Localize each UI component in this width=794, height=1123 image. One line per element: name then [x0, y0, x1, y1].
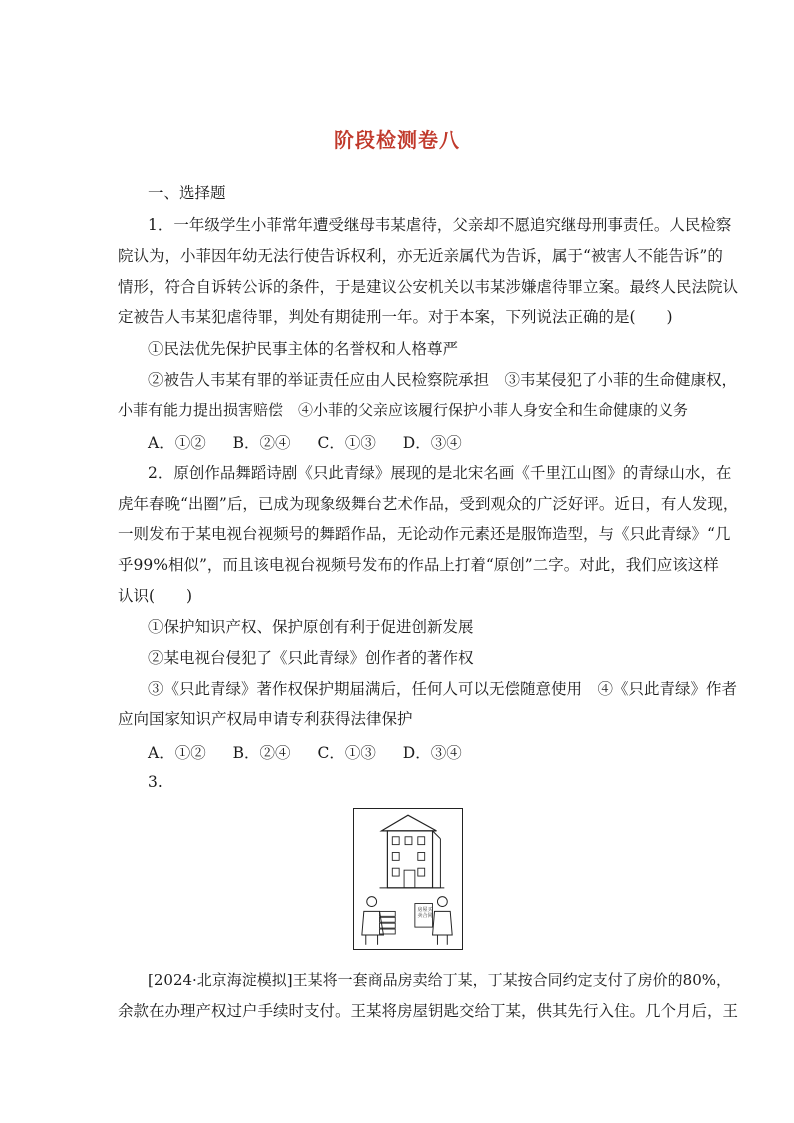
- q2-option-c[interactable]: C．①③: [317, 744, 376, 762]
- q2-stem-line-2: 虎年春晚“出圈”后，已成为现象级舞台艺术作品，受到观众的广泛好评。近日，有人发现，: [118, 495, 739, 513]
- q1-stem-line-4: 定被告人韦某犯虐待罪，判处有期徒刑一年。对于本案，下列说法正确的是( ): [118, 308, 673, 326]
- q1-stem-line-1: 1．一年级学生小菲常年遭受继母韦某虐待，父亲却不愿追究继母刑事责任。人民检察: [148, 216, 732, 234]
- q1-option-c[interactable]: C．①③: [317, 434, 376, 452]
- q1-option-d[interactable]: D．③④: [402, 434, 462, 452]
- q2-item-2: ②某电视台侵犯了《只此青绿》创作者的著作权: [148, 649, 474, 667]
- q2-stem-line-1: 2．原创作品舞蹈诗剧《只此青绿》展现的是北宋名画《千里江山图》的青绿山水，在: [148, 464, 732, 482]
- q2-option-a[interactable]: A．①②: [148, 744, 206, 762]
- q1-item-2a: ②被告人韦某有罪的举证责任应由人民检察院承担 ③韦某侵犯了小菲的生命健康权，: [148, 371, 738, 389]
- contract-label: 房屋买卖合同: [417, 907, 433, 919]
- q2-stem-line-5: 认识( ): [118, 587, 193, 605]
- house-sale-drawing: [354, 809, 462, 949]
- q3-stem-line-1: [2024·北京海淀模拟]王某将一套商品房卖给丁某，丁某按合同约定支付了房价的80%，: [148, 971, 731, 989]
- q2-item-3b: 应向国家知识产权局申请专利获得法律保护: [118, 710, 413, 728]
- q1-item-2b: 小菲有能力提出损害赔偿 ④小菲的父亲应该履行保护小菲人身安全和生命健康的义务: [118, 401, 689, 419]
- q1-option-a[interactable]: A．①②: [148, 434, 206, 452]
- section-heading: 一、选择题: [148, 184, 226, 202]
- q2-options: [148, 741, 484, 763]
- q3-number: 3.: [148, 773, 163, 791]
- q1-stem-line-3: 情形，符合自诉转公诉的条件，于是建议公安机关以韦某涉嫌虐待罪立案。最终人民法院认: [118, 278, 739, 296]
- q2-option-d[interactable]: D．③④: [402, 744, 462, 762]
- q2-option-b[interactable]: B．②④: [232, 744, 291, 762]
- q1-option-b[interactable]: B．②④: [232, 434, 291, 452]
- q3-stem-line-2: 余款在办理产权过户手续时支付。王某将房屋钥匙交给丁某，供其先行入住。几个月后，王: [118, 1002, 739, 1020]
- q2-stem-line-4: 乎99%相似”，而且该电视台视频号发布的作品上打着“原创”二字。对此，我们应该这样: [118, 556, 719, 574]
- q1-options: [148, 431, 484, 453]
- q2-item-1: ①保护知识产权、保护原创有利于促进创新发展: [148, 618, 474, 636]
- house-sale-illustration: [353, 808, 463, 950]
- q2-item-3a: ③《只此青绿》著作权保护期届满后，任何人可以无偿随意使用 ④《只此青绿》作者: [148, 680, 738, 698]
- q1-item-1: ①民法优先保护民事主体的名誉权和人格尊严: [148, 340, 459, 358]
- q2-stem-line-3: 一则发布于某电视台视频号的舞蹈作品，无论动作元素还是服饰造型，与《只此青绿》“几: [118, 525, 731, 543]
- q1-stem-line-2: 院认为，小菲因年幼无法行使告诉权利，亦无近亲属代为告诉，属于“被害人不能告诉”的: [118, 247, 723, 265]
- page-title: 阶段检测卷八: [334, 128, 460, 152]
